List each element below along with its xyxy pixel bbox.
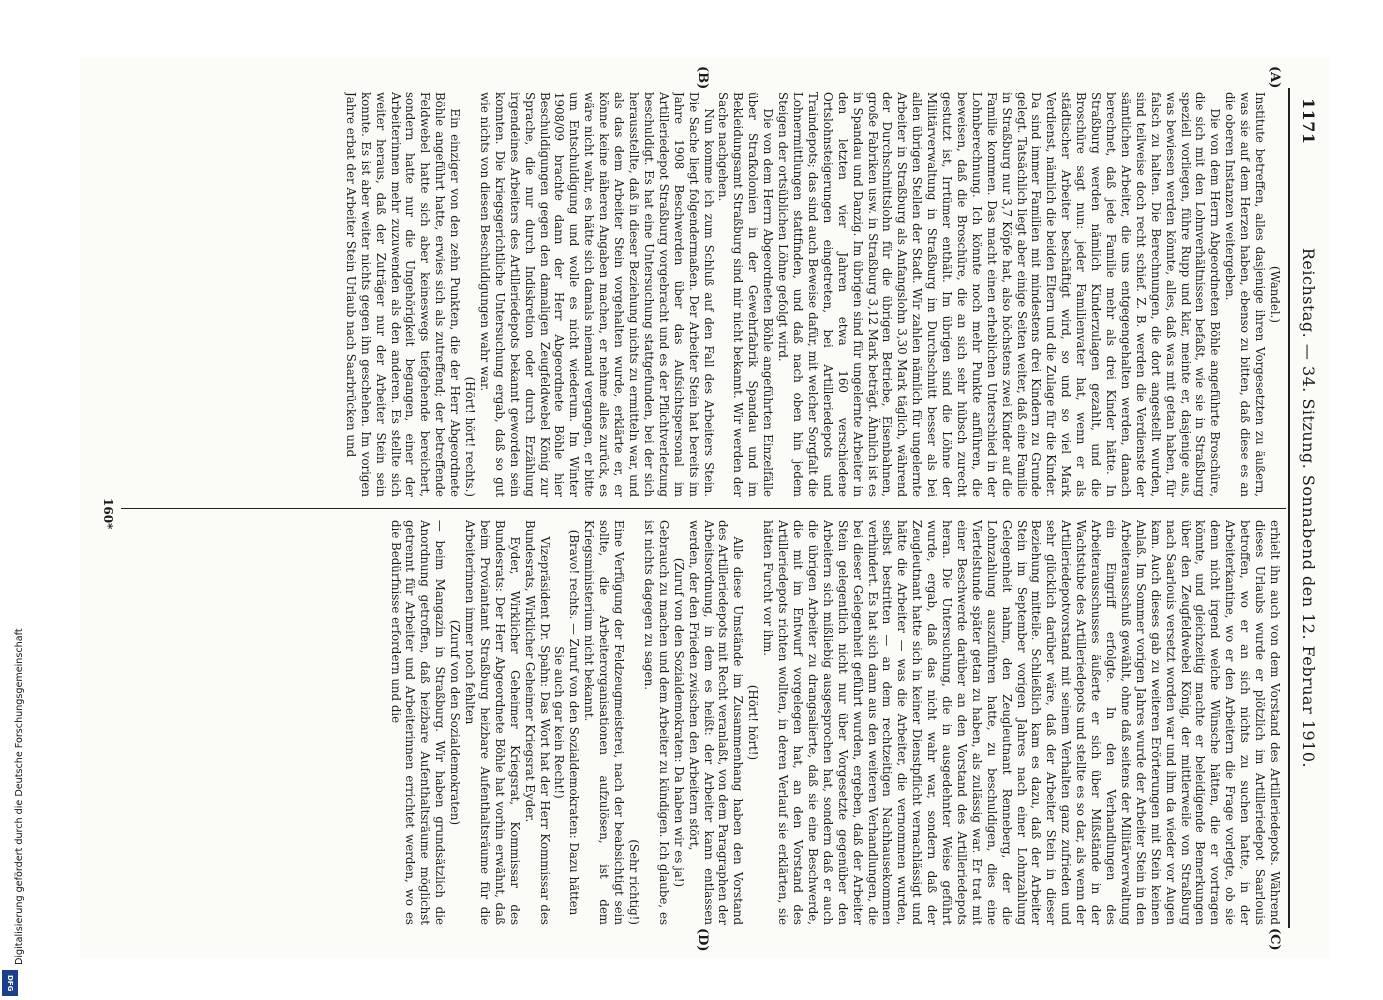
right-column-paragraph: (Zuruf von den Sozialdemokraten: Da haben wir es ja!) [671, 557, 686, 888]
right-column-paragraph: Vizepräsident Dr. Spahn: Das Wort hat der Herr Kommissar des Bundesrats, Wirklicher Geheimer Kriegsrat Eyder. [522, 520, 552, 925]
credit-strip [0, 0, 25, 1000]
right-column-paragraph: Alle diese Umstände im Zusammenhang haben den Vorstand des Artilleriedepots mit Recht veranlaßt, von dem Paragraphen der Arbeitsordnung, in dem es heißt: der Arbeiter kann entlassen werden, der den Frieden zwischen den Arbeitern stört, [686, 520, 746, 925]
left-column [122, 92, 1282, 497]
margin-marker-c: (C) [1267, 928, 1282, 951]
right-column-paragraph: (Sehr richtig!) [627, 839, 642, 925]
right-column-paragraph: Eine Verfügung der Feldzeugmeisterei, nach der beabsichtigt sein sollte, die Arbeiterorganisationen aufzulösen, ist dem Kriegsministerium nicht bekannt. [582, 520, 627, 925]
left-column-paragraph: Die von dem Herrn Abgeordneten Böhle angeführte Broschüre, die sich mit den Lohnverhältnissen befaßt, wie sie in Straßburg speziell vorliegen, führe Rupp und klar, meinte er, dasjenige aus, was bewiesen werden könnte, alles, daß was mit getan haben, für falsch zu halten. Die Berechnungen, die dort angestellt wurden, sind teilweise doch recht schief. Z. B. werden die Verdienste der sämtlichen Arbeiter, die uns entgegengehalten werden, danach berechnet, daß jede Familie mehr als drei Kinder hätte. In Straßburg werden nämlich Kinderzulagen gezahlt, und die Broschüre sagt nun: jeder Familienvater hat, wenn er als städtischer Arbeiter beschäftigt wird, so und so viel Mark Verdienst, nämlich die beiden Eltern und die Zulage für die Kinder. Da sind immer Familien mit mindestens drei Kindern zu Grunde gelegt. Tatsächlich liegt aber einige Seiten weiter, daß eine Familie in Straßburg nur 3,7 Köpfe hat, also höchstens zwei Kinder auf die Familie kommen. Das macht einen erheblichen Unterschied in der Lohnberechnung. Ich könnte noch mehr Punkte anführen, die beweisen, daß die Broschüre, die an sich sehr hübsch zurecht gestutzt ist, Irrtümer enthält. Im übrigen sind die Löhne der Militärverwaltung in Straßburg im Durchschnitt besser als bei allen übrigen Stellen der Stadt. Wir zahlen nämlich für ungelernte Arbeiter in Straßburg als Anfangslohn 3,30 Mark täglich, während der Durchschnittslohn für die übrigen Betriebe, Eisenbahnen, große Fabriken usw. in Straßburg 3,12 Mark beträgt. Ähnlich ist es in Spandau und Danzig. Im übrigen sind für ungelernte Arbeiter in den letzten vier Jahren etwa 160 verschiedene Ortslohnsteigerungen eingetreten, bei Artilleriedepots und Traindepots; das sind auch Beweise dafür, mit welcher Sorgfalt die Lohnermittlungen stattfinden, und daß nach oben hin jedem Steigen der ortsüblichen Löhne gefolgt wird. [776, 92, 1223, 497]
right-column-paragraph: erhielt ihn auch von dem Vorstand des Artilleriedepots. Während dieses Urlaubs wurde er plötzlich im Artilleriedepot Saarlouis betroffen, wo er an sich nichts zu suchen hatte, in der Arbeiterkantine, wo er den Arbeitern die Frage vorlegte, ob sie denn nicht irgend welche Wünsche hätten, die er vortragen könnte, und gleichzeitig machte er beleidigende Bemerkungen über den Zeugfeldwebel König, der mittlerweile von Straßburg nach Saarlouis versetzt worden war und ihm da wieder vor Augen kam. Auch dieses gab zu weiteren Erörterungen mit Stein keinen Anlaß. Im Sommer vorigen Jahres wurde der Arbeiter Stein in den Arbeiterausschuß gewählt, ohne daß seitens der Militärverwaltung ein Eingriff erfolgte. In den Verhandlungen des Arbeiterausschusses äußerte er sich über Mißstände in der Wachtstube des Artilleriedepots und stellte es so dar, als wenn der Artilleriedepotvorstand mit seinem Verhalten ganz zufrieden und sehr glücklich darüber wäre, daß der Arbeiter Stein in dieser Beziehung mitteile. Schließlich kam es dazu, daß der Arbeiter Stein im September vorigen Jahres nach einer Lohnzahlung Gelegenheit nahm, den Zeugleutnant Renneberg, der die Lohnzahlung auszuführen hatte, zu beschuldigen, dies eine Viertelstunde später getan zu haben, als zulässig war. Er trat mit einer Beschwerde darüber an den Vorstand des Artilleriedepots heran. Die Untersuchung, die in ausgedehnter Weise geführt wurde, ergab, daß das nicht wahr war, sondern daß der Zeugleutnant hatte sich in keiner Dienstpflicht vernachlässigt und hätte die Arbeiter — was die Arbeiter, die vernommen wurden, selbst bestritten — an dem rechtzeitigen Nachhausekommen verhindert. Es hat sich dann aus den weiteren Verhandlungen, die bei dieser Gelegenheit geführt wurden, ergeben, daß der Arbeiter Stein gelegentlich nicht nur über Vorgesetzte gegenüber den Arbeitern sich mißliebig ausgesprochen hat, sondern daß er auch die übrigen Arbeiter zu drangsalierte, daß sie eine Beschwerde, die mit im Entwurf vorgelegen hat, an den Vorstand des Artilleriedepots richten wollten, in deren Verlauf sie erklärten, sie hätten Furcht vor ihm. [761, 520, 1282, 925]
sheet-signature: 160* [101, 498, 115, 530]
right-column-paragraph: (Hört! hört!) [746, 684, 761, 761]
margin-marker-a: (A) [1267, 66, 1282, 89]
margin-marker-d: (D) [695, 928, 710, 952]
rotated-page [80, 58, 1330, 958]
page-title: Reichstag. — 34. Sitzung. Sonnabend den 12. Februar 1910. [1299, 247, 1318, 769]
right-column-paragraph: (Zuruf von den Sozialdemokraten) [448, 619, 463, 826]
right-column [122, 520, 1282, 925]
margin-marker-b: (B) [695, 66, 710, 90]
left-column-paragraph: Institute betreffen, alles dasjenige ihren Vorgesetzten zu äußern, was sie auf dem Herzen haben, ebenso zu bitten, daß diese es an die oberen Instanzen weitergeben. [1223, 92, 1268, 497]
dfg-logo: DFG [2, 970, 18, 996]
left-column-paragraph: Ein einziger von den zehn Punkten, die der Herr Abgeordnete Böhle angeführt hatte, erwies sich als zutreffend; der betreffende Feldwebel hatte sich aber keineswegs tiefgehende bereichert, sondern hatte nur die Ungehörigkeit begangen, einer der Arbeiterinnen mehr zuzuwenden als den anderen. Es stellte sich weiter heraus, daß der Zuträger nur der Arbeiter Stein sein konnte. Es ist aber weiter nichts gegen ihn geschehen. Im vorigen Jahre erbat der Arbeiter Stein Urlaub nach Saarbrücken und [343, 92, 463, 497]
right-column-paragraph: Eyder, Wirklicher Geheimer Kriegsrat, Kommissar des Bundesrats: Der Herr Abgeordnete Böhle hat vorhin erwähnt, daß beim Proviantamt Straßburg heizbare Aufenthaltsräume für die Arbeiterinnen immer noch fehlten [463, 520, 522, 925]
credit-text: Digitalisierung gefördert durch die Deutsche Forschungsgemeinschaft [14, 628, 25, 965]
right-column-paragraph: — beim Mangazin in Straßburg. Wir haben grundsätzlich die Anordnung getroffen, daß heizbare Aufenthaltsräume möglichst getrennt für Arbeiter und Arbeiterinnen errichtet werden, wo es die Bedürfnisse erfordern und die [388, 520, 448, 925]
right-column-paragraph: Gebrauch zu machen und dem Arbeiter zu kündigen. Ich glaube, es ist nichts dagegen zu sagen. [641, 520, 671, 925]
right-column-paragraph: (Bravo! rechts. — Zuruf von den Sozialdemokraten: Dazu hätten Sie auch gar kein Recht!) [552, 529, 582, 916]
left-column-paragraph: Nun komme ich zum Schluß auf den Fall des Arbeiters Stein. Die Sache liegt folgendermaßen. Der Arbeiter Stein hat bereits im Jahre 1908 Beschwerden über das Aufsichtspersonal im Artilleriedepot Straßburg vorgebracht und es der Pflichtverletzung beschuldigt. Es hat eine Untersuchung stattgefunden, bei der sich herausstellte, daß in dieser Beziehung nichts zu ermitteln war, und als das dem Arbeiter Stein vorgehalten wurde, erklärte er, er könne keine näheren Angaben machen, er nehme alles zurück, es wäre nicht wahr, es hätte sich damals niemand vergangen, er bitte um Entschuldigung und wolle es nicht wiederum. Im Winter 1908/09 brachte dann der Herr Abgeordnete Böhle hier Beschuldigungen gegen den damaligen Zeugfeldwebel König zur Sprache, die nur durch Indiskretion oder durch Erzählung irgendeines Arbeiters des Artilleriedepots bekannt geworden sein konnten. Die kriegsgerichtliche Untersuchung ergab, daß so gut wie nichts von diesen Beschuldigungen wahr war. [477, 92, 716, 497]
left-column-paragraph: (Hört! hört! rechts.) [463, 376, 478, 497]
column-divider [121, 508, 1286, 509]
page-header [1288, 88, 1318, 928]
left-column-paragraph: (Wandel.) [1268, 266, 1282, 323]
page-number: 1171 [1299, 98, 1318, 145]
header-rule [1288, 88, 1290, 928]
left-column-paragraph: Die von dem Herrn Abgeordneten Böhle angeführten Einzelfälle über Strafkolonien in der Gewehrfabrik Spandau und im Bekleidungsamt Straßburg sind mir nicht bekannt. Wir werden der Sache nachgehen. [716, 92, 776, 497]
